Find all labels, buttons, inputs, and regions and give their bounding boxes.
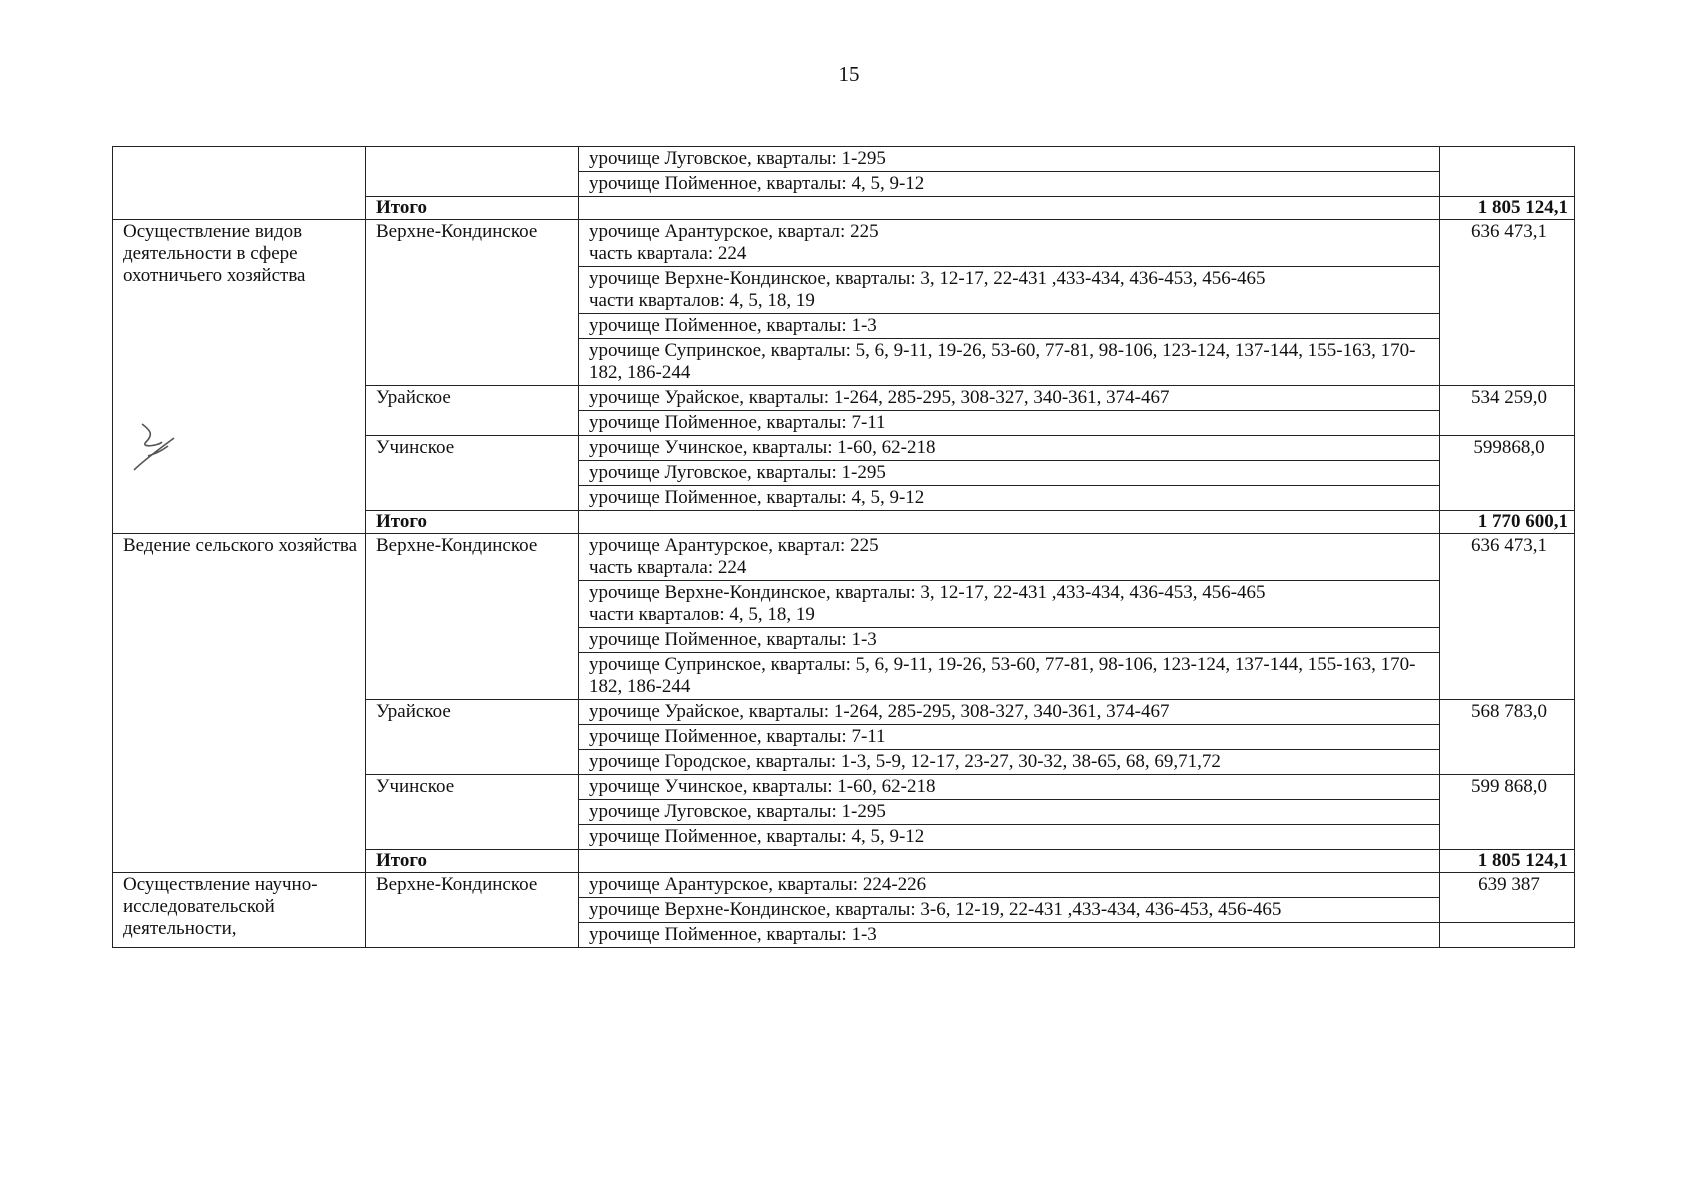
value-cell: 568 783,0 bbox=[1440, 700, 1575, 775]
forestry-name: Урайское bbox=[366, 386, 579, 436]
table-row bbox=[113, 220, 1575, 267]
value-cell: 534 259,0 bbox=[1440, 386, 1575, 436]
total-spacer bbox=[579, 850, 1440, 873]
area-cell bbox=[579, 267, 1440, 314]
area-cell: урочище Пойменное, кварталы: 1-3 bbox=[579, 628, 1440, 653]
table-row bbox=[113, 873, 1575, 898]
forestry-name: Учинское bbox=[366, 436, 579, 511]
activity-cell: Осуществление видов деятельности в сфере охотничьего хозяйства bbox=[113, 220, 366, 534]
area-line: урочище Арантурское, квартал: 225 часть квартала: 224 bbox=[589, 221, 879, 264]
area-cell: урочище Учинское, кварталы: 1-60, 62-218 bbox=[579, 436, 1440, 461]
forest-use-table bbox=[112, 146, 1575, 948]
area-cell: урочище Арантурское, кварталы: 224-226 bbox=[579, 873, 1440, 898]
total-value: 1 805 124,1 bbox=[1440, 197, 1575, 220]
forestry-name: Верхне-Кондинское bbox=[366, 534, 579, 700]
area-cell: урочище Пойменное, кварталы: 1-3 bbox=[579, 923, 1440, 948]
forestry-name: Верхне-Кондинское bbox=[366, 220, 579, 386]
area-cell: урочище Городское, кварталы: 1-3, 5-9, 12-17, 23-27, 30-32, 38-65, 68, 69,71,72 bbox=[579, 750, 1440, 775]
area-cell: урочище Супринское, кварталы: 5, 6, 9-11, 19-26, 53-60, 77-81, 98-106, 123-124, 137-144, 155-163, 170-182, 186-244 bbox=[579, 653, 1440, 700]
total-value: 1 770 600,1 bbox=[1440, 511, 1575, 534]
forestry-name: Учинское bbox=[366, 775, 579, 850]
area-cell: урочище Пойменное, кварталы: 4, 5, 9-12 bbox=[579, 486, 1440, 511]
activity-cell bbox=[113, 147, 366, 220]
area-cell bbox=[579, 581, 1440, 628]
forestry-name: Верхне-Кондинское bbox=[366, 873, 579, 948]
area-cell: урочище Луговское, кварталы: 1-295 bbox=[579, 461, 1440, 486]
forestry-name: Урайское bbox=[366, 700, 579, 775]
value-cell bbox=[1440, 147, 1575, 197]
area-cell bbox=[579, 220, 1440, 267]
area-line: урочище Арантурское, квартал: 225 часть квартала: 224 bbox=[589, 535, 879, 578]
area-cell bbox=[579, 534, 1440, 581]
area-line: урочище Верхне-Кондинское, кварталы: 3, 12-17, 22-431 ,433-434, 436-453, 456-465 части кварталов: 4, 5, 18, 19 bbox=[589, 582, 1266, 625]
forestry-cell bbox=[366, 147, 579, 197]
area-cell: урочище Пойменное, кварталы: 7-11 bbox=[579, 411, 1440, 436]
value-cell: 636 473,1 bbox=[1440, 220, 1575, 386]
area-cell: урочище Пойменное, кварталы: 7-11 bbox=[579, 725, 1440, 750]
activity-cell: Ведение сельского хозяйства bbox=[113, 534, 366, 873]
area-cell: урочище Супринское, кварталы: 5, 6, 9-11, 19-26, 53-60, 77-81, 98-106, 123-124, 137-144, 155-163, 170-182, 186-244 bbox=[579, 339, 1440, 386]
activity-cell: Осуществление научно-исследовательской деятельности, bbox=[113, 873, 366, 948]
total-spacer bbox=[579, 197, 1440, 220]
table-row bbox=[113, 147, 1575, 172]
area-line: урочище Верхне-Кондинское, кварталы: 3, 12-17, 22-431 ,433-434, 436-453, 456-465 части кварталов: 4, 5, 18, 19 bbox=[589, 268, 1266, 311]
total-label: Итого bbox=[366, 197, 579, 220]
total-value: 1 805 124,1 bbox=[1440, 850, 1575, 873]
area-cell: урочище Урайское, кварталы: 1-264, 285-295, 308-327, 340-361, 374-467 bbox=[579, 700, 1440, 725]
value-cell: 599868,0 bbox=[1440, 436, 1575, 511]
area-cell: урочище Учинское, кварталы: 1-60, 62-218 bbox=[579, 775, 1440, 800]
total-label: Итого bbox=[366, 850, 579, 873]
total-spacer bbox=[579, 511, 1440, 534]
table-row bbox=[113, 534, 1575, 581]
area-cell: урочище Пойменное, кварталы: 4, 5, 9-12 bbox=[579, 172, 1440, 197]
signature-mark bbox=[128, 416, 184, 476]
area-cell: урочище Пойменное, кварталы: 4, 5, 9-12 bbox=[579, 825, 1440, 850]
value-spacer bbox=[1440, 923, 1575, 948]
total-label: Итого bbox=[366, 511, 579, 534]
area-cell: урочище Луговское, кварталы: 1-295 bbox=[579, 800, 1440, 825]
page-number: 15 bbox=[838, 62, 860, 86]
value-cell: 599 868,0 bbox=[1440, 775, 1575, 850]
area-cell: урочище Верхне-Кондинское, кварталы: 3-6, 12-19, 22-431 ,433-434, 436-453, 456-465 bbox=[579, 898, 1440, 923]
value-cell: 636 473,1 bbox=[1440, 534, 1575, 700]
value-cell: 639 387 bbox=[1440, 873, 1575, 923]
area-cell: урочище Луговское, кварталы: 1-295 bbox=[579, 147, 1440, 172]
area-cell: урочище Урайское, кварталы: 1-264, 285-295, 308-327, 340-361, 374-467 bbox=[579, 386, 1440, 411]
area-cell: урочище Пойменное, кварталы: 1-3 bbox=[579, 314, 1440, 339]
